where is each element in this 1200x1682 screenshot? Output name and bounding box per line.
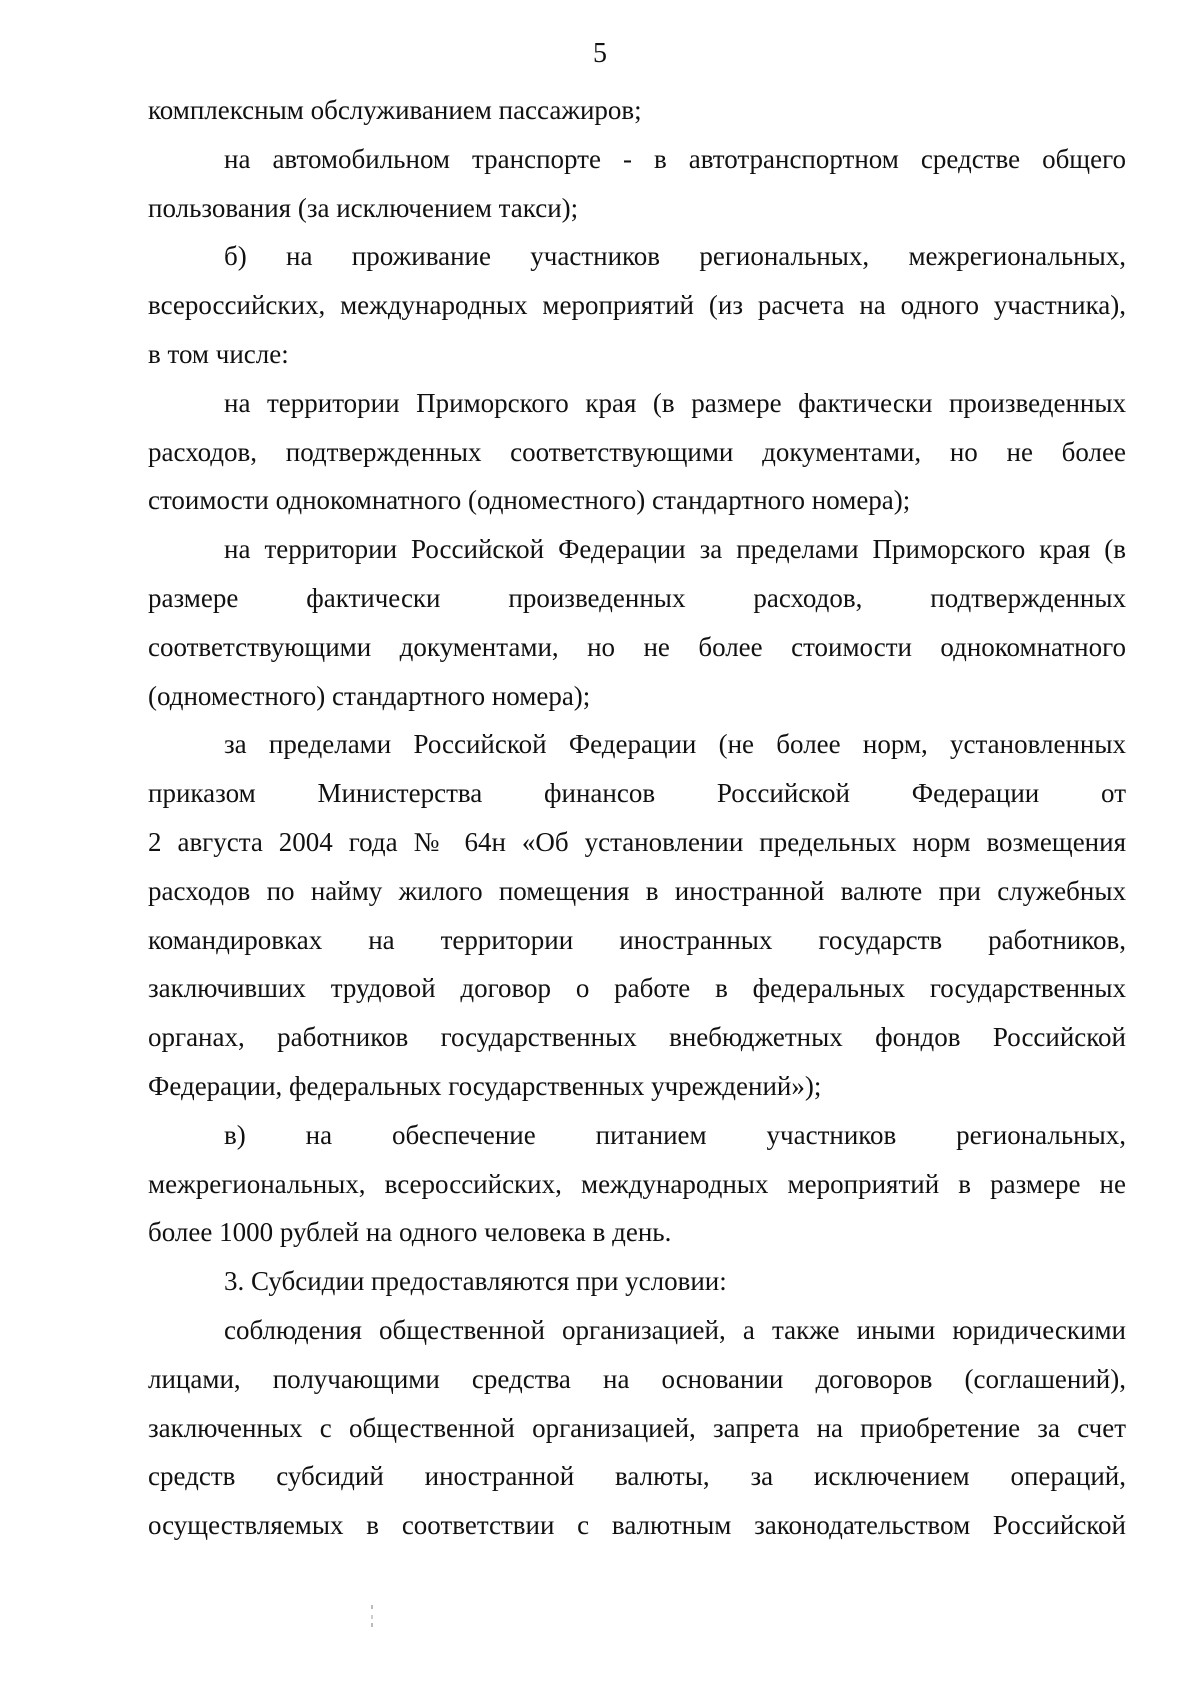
text-line: более 1000 рублей на одного человека в день.	[148, 1217, 672, 1248]
text-line: заключенных с общественной организацией, запрета на приобретение за счет	[148, 1412, 1126, 1443]
text-line: в) на обеспечение питанием участников региональных,	[224, 1119, 1126, 1150]
text-line: заключивших трудовой договор о работе в федеральных государственных	[148, 973, 1126, 1004]
text-line: (одноместного) стандартного номера);	[148, 680, 591, 711]
text-line: за пределами Российской Федерации (не более норм, установленных	[224, 729, 1126, 760]
text-line: комплексным обслуживанием пассажиров;	[148, 95, 642, 125]
text-line: на автомобильном транспорте - в автотранспортном средстве общего	[224, 143, 1126, 174]
text-line: приказом Министерства финансов Российской Федерации от	[148, 778, 1126, 809]
text-line: командировках на территории иностранных государств работников,	[148, 924, 1126, 955]
text-line: лицами, получающими средства на основании договоров (соглашений),	[148, 1363, 1126, 1394]
text-line: Федерации, федеральных государственных учреждений»);	[148, 1070, 822, 1101]
text-line: в том числе:	[148, 338, 289, 369]
text-line: всероссийских, международных мероприятий (из расчета на одного участника),	[148, 290, 1126, 321]
text-line: межрегиональных, всероссийских, международных мероприятий в размере не	[148, 1168, 1126, 1199]
scan-artifact	[371, 1605, 373, 1629]
page-number: 5	[593, 38, 607, 69]
text-line: на территории Российской Федерации за пределами Приморского края (в	[224, 534, 1126, 565]
document-body	[148, 86, 1126, 1550]
text-line: расходов, подтвержденных соответствующими документами, но не более	[148, 436, 1126, 467]
text-line: 3. Субсидии предоставляются при условии:	[224, 1266, 727, 1297]
text-line: б) на проживание участников региональных, межрегиональных,	[224, 241, 1126, 272]
text-line: 2 августа 2004 года № 64н «Об установлении предельных норм возмещения	[148, 826, 1126, 857]
text-line: стоимости однокомнатного (одноместного) стандартного номера);	[148, 485, 911, 516]
text-line: органах, работников государственных внебюджетных фондов Российской	[148, 1022, 1126, 1053]
text-line: средств субсидий иностранной валюты, за исключением операций,	[148, 1461, 1126, 1492]
text-line: размере фактически произведенных расходов, подтвержденных	[148, 582, 1126, 613]
text-line: соответствующими документами, но не более стоимости однокомнатного	[148, 631, 1126, 662]
text-line: пользования (за исключением такси);	[148, 192, 579, 223]
text-line: расходов по найму жилого помещения в иностранной валюте при служебных	[148, 875, 1126, 906]
text-line: осуществляемых в соответствии с валютным законодательством Российской	[148, 1510, 1126, 1541]
text-line: соблюдения общественной организацией, а также иными юридическими	[224, 1314, 1126, 1345]
text-line: на территории Приморского края (в размере фактически произведенных	[224, 387, 1126, 418]
